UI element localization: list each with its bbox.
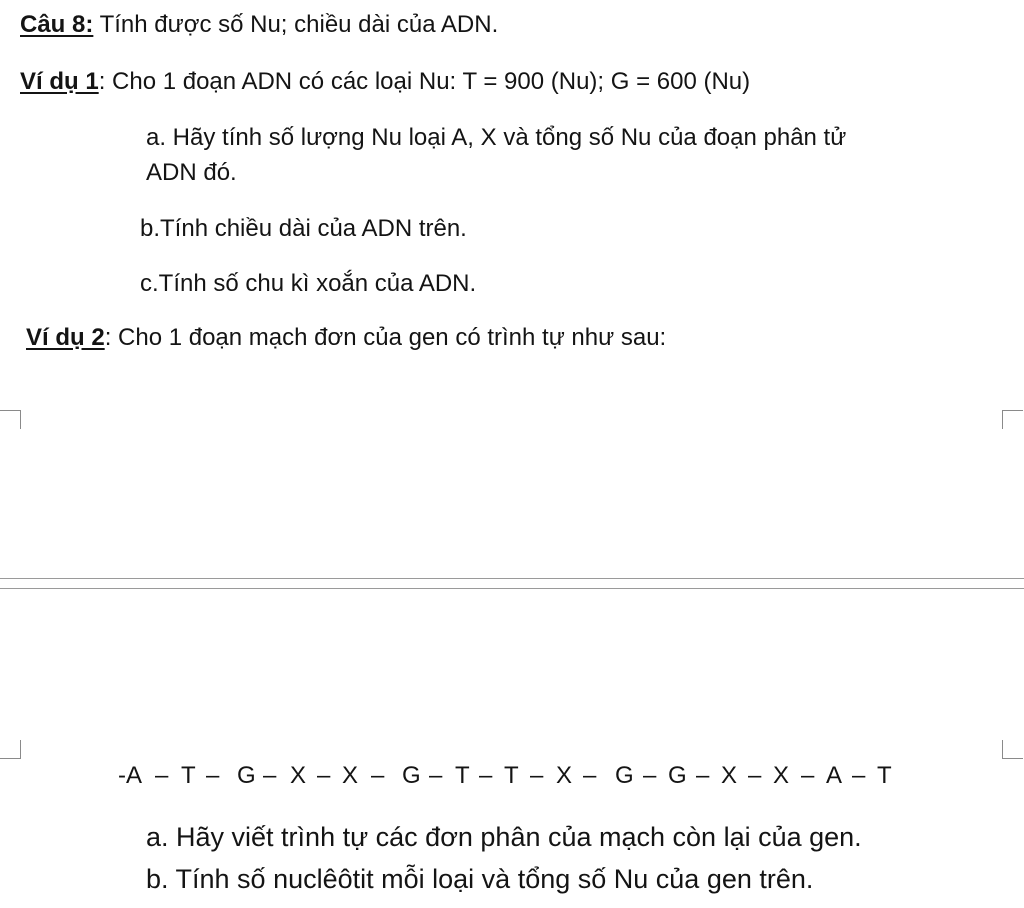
sequence-item: X <box>342 762 359 789</box>
sequence-item: X <box>773 762 790 789</box>
sequence-item: X <box>290 762 307 789</box>
crop-mark-top-left <box>0 410 21 429</box>
sequence-dash: – <box>852 762 866 789</box>
sequence-dash: – <box>155 762 169 789</box>
example1-text: : Cho 1 đoạn ADN có các loại Nu: T = 900 (Nu); G = 600 (Nu) <box>98 68 751 95</box>
crop-mark-bottom-right <box>1002 740 1023 759</box>
example2-text: : Cho 1 đoạn mạch đơn của gen có trình tự như sau: <box>104 324 667 351</box>
sequence-item: X <box>556 762 573 789</box>
sequence-dash: – <box>696 762 710 789</box>
sequence-item: G <box>615 762 634 789</box>
question-heading <box>20 10 498 40</box>
page-separator-line-2 <box>0 588 1024 589</box>
sequence-dash: – <box>206 762 220 789</box>
example1-part-b: b.Tính chiều dài của ADN trên. <box>140 215 467 242</box>
sequence-item: T <box>181 762 196 789</box>
dna-sequence <box>0 761 1024 791</box>
example1-label: Ví dụ 1 <box>20 68 99 95</box>
sequence-dash: – <box>583 762 597 789</box>
crop-mark-top-right <box>1002 410 1023 429</box>
question-text: Tính được số Nu; chiều dài của ADN. <box>93 11 499 38</box>
example2-part-b: b. Tính số nuclêôtit mỗi loại và tổng số Nu của gen trên. <box>146 864 814 894</box>
sequence-dash: – <box>530 762 544 789</box>
page-separator-line-1 <box>0 578 1024 579</box>
sequence-dash: – <box>479 762 493 789</box>
sequence-item: G <box>237 762 256 789</box>
sequence-dash: – <box>429 762 443 789</box>
example2-label: Ví dụ 2 <box>26 324 105 351</box>
example2-part-a: a. Hãy viết trình tự các đơn phân của mạch còn lại của gen. <box>146 822 862 852</box>
crop-mark-bottom-left <box>0 740 21 759</box>
sequence-item: T <box>455 762 470 789</box>
sequence-dash: – <box>801 762 815 789</box>
sequence-item: T <box>877 762 892 789</box>
example1-part-c: c.Tính số chu kì xoắn của ADN. <box>140 270 477 297</box>
sequence-dash: – <box>643 762 657 789</box>
example1-part-a-line2: ADN đó. <box>146 159 237 186</box>
sequence-dash: – <box>371 762 385 789</box>
sequence-dash: – <box>317 762 331 789</box>
sequence-item: G <box>668 762 687 789</box>
example2-heading <box>26 323 666 353</box>
sequence-dash: – <box>748 762 762 789</box>
sequence-dash: – <box>263 762 277 789</box>
sequence-item: G <box>402 762 421 789</box>
sequence-item: T <box>504 762 519 789</box>
sequence-item: -A <box>118 762 142 789</box>
sequence-item: A <box>826 762 843 789</box>
sequence-item: X <box>721 762 738 789</box>
question-label: Câu 8: <box>20 11 94 38</box>
example1-part-a-line1: a. Hãy tính số lượng Nu loại A, X và tổng số Nu của đoạn phân tử <box>146 124 847 151</box>
example1-heading <box>20 67 750 97</box>
